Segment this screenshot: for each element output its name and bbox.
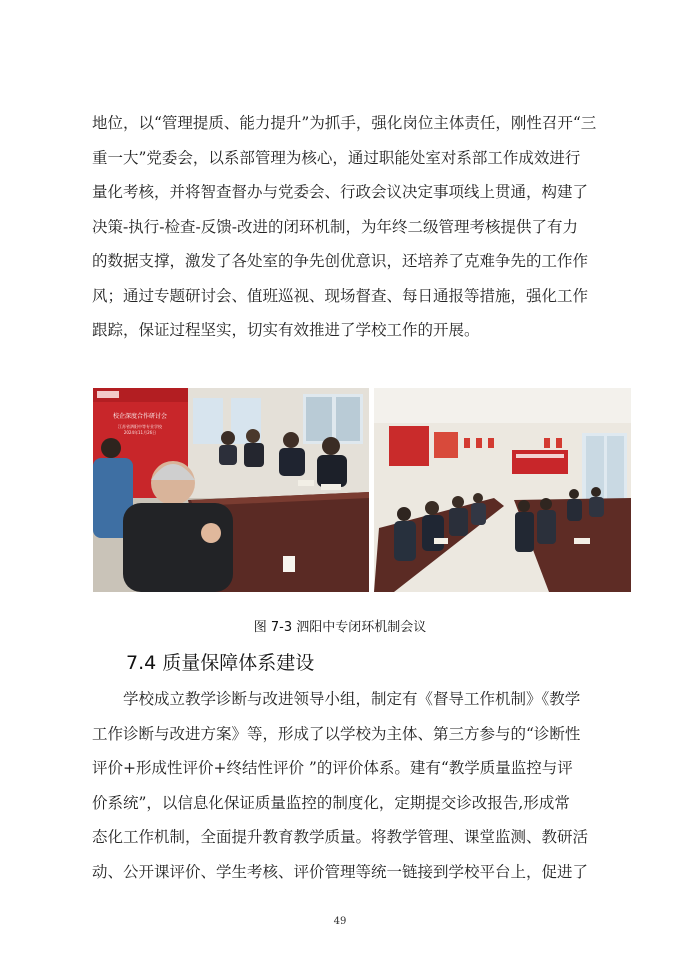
- text-line: 态化工作机制，全面提升教育教学质量。将教学管理、课堂监测、教研活: [92, 828, 589, 846]
- text-line: 动、公开课评价、学生考核、评价管理等统一链接到学校平台上，促进了: [92, 862, 589, 881]
- meeting-photo-left: [93, 388, 369, 592]
- slide-school: 江苏省泗阳中等专业学校: [118, 424, 162, 429]
- section-heading: 7.4 质量保障体系建设: [126, 652, 315, 674]
- meeting-photo-right-image: [374, 388, 631, 592]
- text-line: 重一大”党委会，以系部管理为核心，通过职能处室对系部工作成效进行: [92, 148, 581, 167]
- slide-title: 校企深度合作研讨会: [112, 413, 168, 420]
- page-number: 49: [333, 916, 347, 927]
- text-line: 工作诊断与改进方案》等，形成了以学校为主体、第三方参与的“诊断性: [92, 724, 581, 743]
- slide-date: 2024年11月26日: [123, 430, 157, 435]
- body-paragraph-1: [92, 106, 602, 348]
- text-line: 量化考核，并将智查督办与党委会、行政会议决定事项线上贯通，构建了: [92, 183, 589, 201]
- meeting-photo-right: [374, 388, 631, 592]
- body-paragraph-2: [92, 682, 602, 889]
- text-line: 地位，以“管理提质、能力提升”为抓手，强化岗位主体责任，刚性召开“三: [92, 114, 597, 132]
- text-line: 评价+形成性评价+终结性评价 ”的评价体系。建有“教学质量监控与评: [92, 759, 573, 777]
- text-line: 决策-执行-检查-反馈-改进的闭环机制，为年终二级管理考核提供了有力: [92, 217, 578, 236]
- meeting-photo-left-image: [93, 388, 369, 592]
- figure-caption: 图 7-3 泗阳中专闭环机制会议: [253, 620, 427, 635]
- text-line: 的数据支撑，激发了各处室的争先创优意识，还培养了克难争先的工作作: [92, 252, 589, 270]
- text-line: 风；通过专题研讨会、值班巡视、现场督查、每日通报等措施，强化工作: [92, 286, 589, 305]
- text-line: 学校成立教学诊断与改进领导小组，制定有《督导工作机制》《教学: [123, 690, 581, 708]
- text-line: 跟踪，保证过程坚实，切实有效推进了学校工作的开展。: [92, 321, 480, 339]
- text-line: 价系统”，以信息化保证质量监控的制度化，定期提交诊改报告,形成常: [92, 793, 570, 812]
